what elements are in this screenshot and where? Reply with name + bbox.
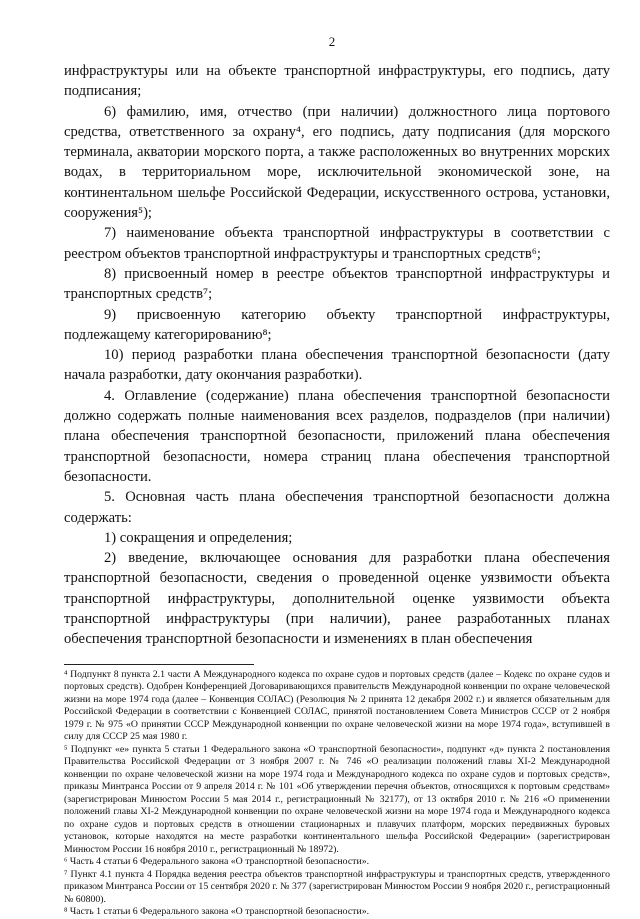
paragraph: 4. Оглавление (содержание) плана обеспечения транспортной безопасности должно содержать полные наименования всех разделов, подразделов (при наличии) плана обеспечения транспортной безопасности, приложений плана обеспечения транспортной безопасности, номера страниц плана обеспечения транспортной безопасности. bbox=[64, 387, 610, 485]
paragraph: 5. Основная часть плана обеспечения транспортной безопасности должна содержать: bbox=[64, 489, 610, 526]
footnote: ⁴ Подпункт 8 пункта 2.1 части А Международного кодекса по охране судов и портовых средств (далее – Кодекс по охране судов и портовых средств). Одобрен Конференцией Договаривающихся правительств Международной конвенции по охране человеческой жизни на море 1974 года (далее – Конвенция СОЛАС) (Резолюция № 2 принята 12 декабря 2002 г.) и является обязательным для Российской Федерации в соответствии с Конвенцией СОЛАС, принятой постановлением Совета Министров СССР от 2 ноября 1979 г. № 975 «О принятии СССР Международной конвенции по охране человеческой жизни на море 1974 года», вступившей в силу для СССР 25 мая 1980 г. bbox=[64, 668, 610, 743]
footnote-separator bbox=[64, 664, 254, 665]
paragraph: 10) период разработки плана обеспечения транспортной безопасности (дату начала разработки, дату окончания разработки). bbox=[64, 347, 610, 384]
paragraph: 7) наименование объекта транспортной инфраструктуры в соответствии с реестром объектов транспортной инфраструктуры и транспортных средств⁶; bbox=[64, 225, 610, 262]
page-number: 2 bbox=[328, 34, 336, 49]
document-body bbox=[64, 61, 610, 650]
paragraph: 1) сокращения и определения; bbox=[104, 529, 293, 546]
footnote: ⁸ Часть 1 статьи 6 Федерального закона «О транспортной безопасности». bbox=[64, 906, 370, 918]
paragraph: 8) присвоенный номер в реестре объектов транспортной инфраструктуры и транспортных средств⁷; bbox=[64, 265, 610, 303]
footnote: ⁵ Подпункт «е» пункта 5 статьи 1 Федерального закона «О транспортной безопасности», подпункт «д» пункта 2 постановления Правительства Российской Федерации от 3 ноября 2007 г. № 746 «О реализации положений главы XI-2 Международной конвенции по охране человеческой жизни на море 1974 года и Международного кодекса по охране судов и портовых средств», приказы Минтранса России от 9 апреля 2014 г. № 101 «Об утверждении перечня объектов, относящихся к портовым средствам» (зарегистрирован Минюстом России 5 мая 2014 г., регистрационный № 32177), от 13 октября 2010 г. № 216 «О применении положений главы XI-2 Международной конвенции по охране человеческой жизни на море 1974 года и Международного кодекса по охране судов и портовых средств в отношении стационарных и плавучих платформ, морских передвижных буровых установок, которые находятся на месте разработки континентального шельфа Российской Федерации» (зарегистрирован Минюстом России 16 ноября 2010 г., регистрационный № 18972). bbox=[64, 743, 610, 855]
footnotes bbox=[64, 669, 610, 919]
paragraph: 9) присвоенную категорию объекту транспортной инфраструктуры, подлежащему категорированию⁸; bbox=[64, 306, 610, 343]
footnote: ⁷ Пункт 4.1 пункта 4 Порядка ведения реестра объектов транспортной инфраструктуры и транспортных средств, утвержденного приказом Минтранса России от 15 сентября 2020 г. № 377 (зарегистрирован Минюстом России 9 ноября 2020 г., регистрационный № 60800). bbox=[64, 868, 610, 905]
paragraph: инфраструктуры или на объекте транспортной инфраструктуры, его подпись, дату подписания; bbox=[64, 63, 610, 100]
paragraph: 2) введение, включающее основания для разработки плана обеспечения транспортной безопасности, сведения о проведенной оценке уязвимости объекта транспортной инфраструктуры, дополнительной оценке уязвимости объекта транспортной инфраструктуры (при наличии), ранее разработанных планах обеспечения транспортной безопасности и изменениях в план обеспечения bbox=[64, 550, 610, 648]
footnote: ⁶ Часть 4 статьи 6 Федерального закона «О транспортной безопасности». bbox=[64, 856, 370, 868]
paragraph: 6) фамилию, имя, отчество (при наличии) должностного лица портового средства, ответственного за охрану⁴, его подпись, дату подписания (для морского терминала, акватории морского порта, а также расположенных во внутренних морских водах, в территориальном море, исключительной экономической зоне, на континентальном шельфе Российской Федерации, искусственного острова, установки, сооружения⁵); bbox=[64, 103, 610, 222]
